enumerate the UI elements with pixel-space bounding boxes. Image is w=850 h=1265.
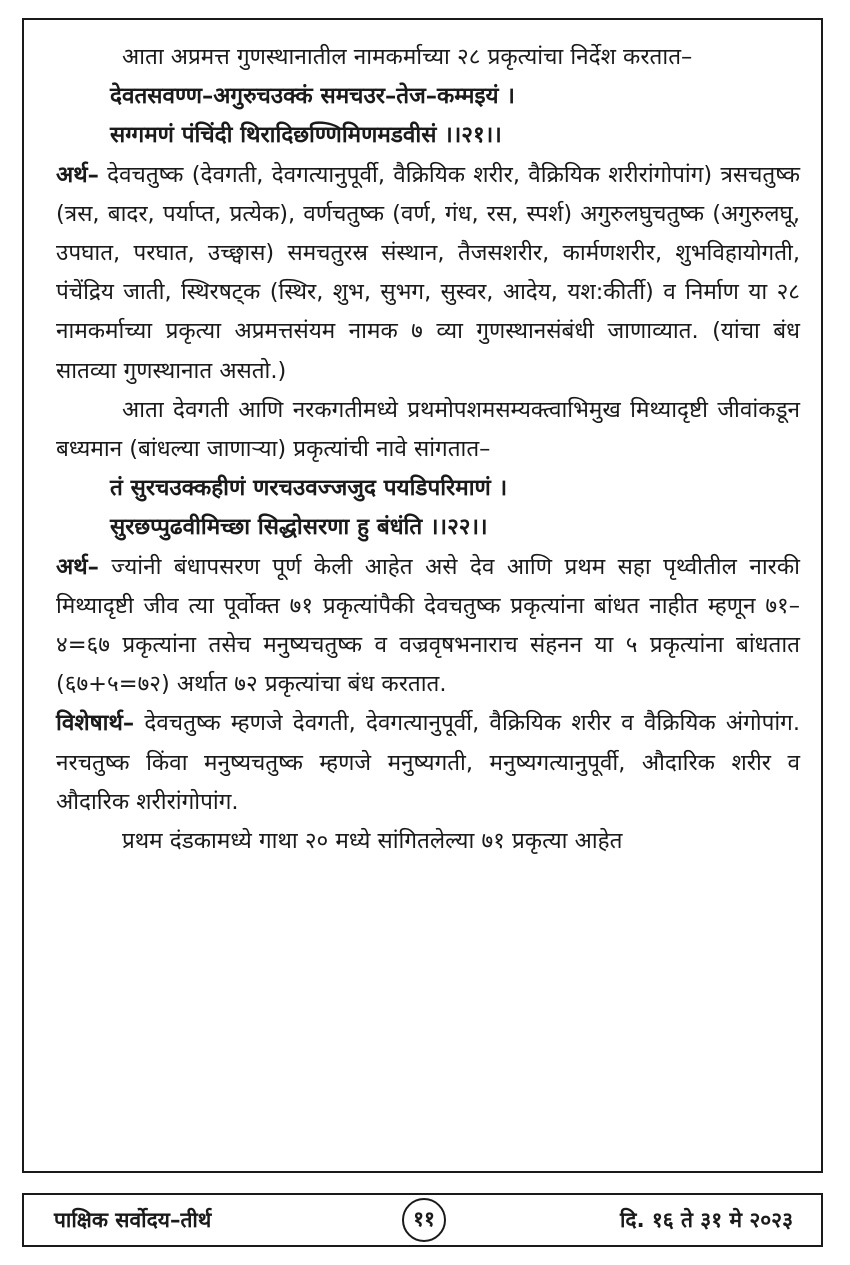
- meaning-label: अर्थ–: [56, 161, 99, 188]
- meaning-text: ज्यांनी बंधापसरण पूर्ण केली आहेत असे देव आणि प्रथम सहा पृथ्वीतील नारकी मिथ्यादृष्टी जीव त्या पूर्वोक्त ७१ प्रकृत्यांपैकी देवचतुष्क प्रकृत्यांना बांधत नाहीत म्हणून ७१–४=६७ प्रकृत्यांना तसेच मनुष्यचतुष्क व वज्रवृषभनाराच संहनन या ५ प्रकृत्यांना बांधतात (६७+५=७२) अर्थात ७२ प्रकृत्यांचा बंध करतात.: [56, 553, 800, 698]
- publication-name: पाक्षिक सर्वोदय–तीर्थ: [54, 1208, 212, 1232]
- page-content: [56, 38, 800, 861]
- verse-22-line-2: सुरछप्पुढवीमिच्छा सिद्धोसरणा हु बंधंति ।।२२।।: [110, 514, 488, 541]
- meaning-21-paragraph: [56, 156, 800, 391]
- intro-paragraph: आता अप्रमत्त गुणस्थानातील नामकर्माच्या २८ प्रकृत्यांचा निर्देश करतात–: [122, 44, 693, 70]
- page-footer: [22, 1193, 823, 1247]
- meaning-22-paragraph: [56, 548, 800, 705]
- special-meaning-label: विशेषार्थ–: [56, 710, 135, 737]
- special-meaning-text: देवचतुष्क म्हणजे देवगती, देवगत्यानुपूर्वी, वैक्रियिक शरीर व वैक्रियिक अंगोपांग. नरचतुष्क किंवा मनुष्यचतुष्क म्हणजे मनुष्यगती, मनुष्यगत्यानुपूर्वी, औदारिक शरीर व औदारिक शरीरांगोपांग.: [56, 710, 800, 815]
- special-meaning-paragraph: [56, 704, 800, 822]
- closing-paragraph: प्रथम दंडकामध्ये गाथा २० मध्ये सांगितलेल्या ७१ प्रकृत्या आहेत: [122, 828, 623, 855]
- second-intro-paragraph: आता देवगती आणि नरकगतीमध्ये प्रथमोपशमसम्यक्त्वाभिमुख मिथ्यादृष्टी जीवांकडून बध्यमान (बांधल्या जाणाऱ्या) प्रकृत्यांची नावे सांगतात–: [56, 396, 800, 463]
- meaning-label: अर्थ–: [56, 553, 99, 580]
- page-number: ११: [402, 1198, 446, 1242]
- issue-date: दि. १६ ते ३१ मे २०२३: [619, 1208, 793, 1232]
- meaning-text: देवचतुष्क (देवगती, देवगत्यानुपूर्वी, वैक्रियिक शरीर, वैक्रियिक शरीरांगोपांग) त्रसचतुष्क (त्रस, बादर, पर्याप्त, प्रत्येक), वर्णचतुष्क (वर्ण, गंध, रस, स्पर्श) अगुरुलघुचतुष्क (अगुरुलघू, उपघात, परघात, उच्छ्वास) समचतुरस्र संस्थान, तैजसशरीर, कार्मणशरीर, शुभविहायोगती, पंचेंद्रिय जाती, स्थिरषट्क (स्थिर, शुभ, सुभग, सुस्वर, आदेय, यश:कीर्ती) व निर्माण या २८ नामकर्माच्या प्रकृत्या अप्रमत्तसंयम नामक ७ व्या गुणस्थानसंबंधी जाणाव्यात. (यांचा बंध सातव्या गुणस्थानात असतो.): [56, 161, 800, 384]
- verse-21-line-1: देवतसवण्ण–अगुरुचउक्कं समचउर–तेज–कम्मइयं ।: [110, 83, 515, 110]
- verse-21-line-2: सग्गमणं पंचिंदी थिरादिछण्णिमिणमडवीसं ।।२१।।: [110, 122, 502, 149]
- verse-22-line-1: तं सुरचउक्कहीणं णरचउवज्जजुद पयडिपरिमाणं ।: [110, 475, 508, 502]
